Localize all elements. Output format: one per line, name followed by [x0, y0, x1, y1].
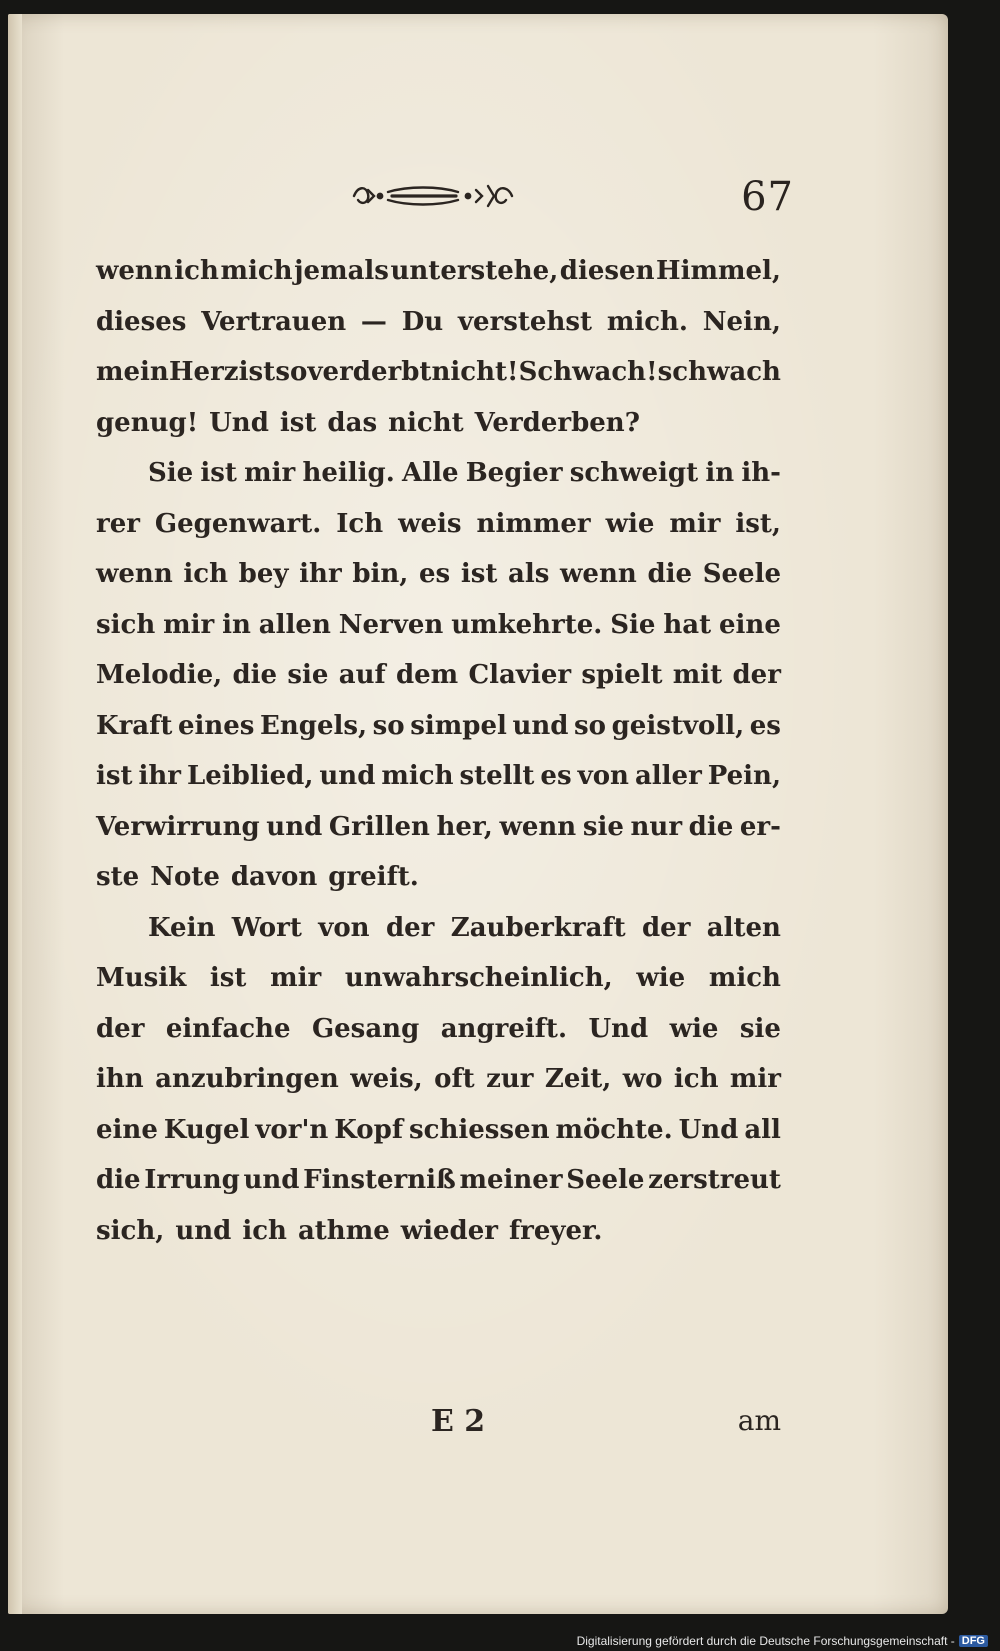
signature-mark: E 2: [431, 1404, 486, 1439]
word: und: [512, 710, 569, 741]
text-line: [96, 751, 781, 802]
word: verstehst: [457, 306, 593, 337]
text-line: [96, 448, 781, 499]
word: athme: [297, 1215, 390, 1246]
text-line: [96, 650, 781, 701]
word: meiner: [459, 1165, 563, 1195]
word: schiessen: [408, 1114, 550, 1145]
word: der: [385, 912, 435, 943]
word: ich: [183, 559, 229, 589]
word: anzubringen: [155, 1064, 339, 1094]
word: nur: [630, 811, 683, 842]
text-line: [96, 1004, 781, 1055]
word: es: [749, 710, 781, 741]
word: und: [243, 1165, 300, 1195]
text-line: [96, 1105, 781, 1156]
text-line: [96, 499, 781, 550]
word: und: [319, 761, 376, 791]
word: er-: [739, 811, 781, 842]
word: mir: [729, 1064, 781, 1094]
word: wieder: [400, 1215, 498, 1246]
text-line: [96, 1155, 781, 1206]
word: wenn: [560, 559, 637, 589]
word: nicht: [388, 407, 464, 438]
word: —: [360, 306, 387, 337]
word: jemals: [294, 256, 389, 286]
word: spielt: [581, 660, 663, 690]
page-footer: [96, 1404, 781, 1454]
word: sie: [582, 811, 624, 842]
word: der: [732, 660, 781, 690]
word: Pein,: [707, 761, 781, 791]
word: ist: [209, 963, 247, 993]
word: und: [266, 811, 323, 842]
word: Engels,: [260, 710, 368, 741]
printer-ornament-icon: [348, 178, 518, 214]
word: heilig.: [302, 458, 395, 488]
text-line: [96, 398, 781, 449]
word: schwach: [657, 357, 781, 387]
word: möchte.: [555, 1114, 673, 1145]
word: Kopf: [334, 1114, 404, 1145]
word: ste: [96, 862, 140, 892]
credit-text: Digitalisierung gefördert durch die Deutsche Forschungsgemeinschaft -: [576, 1634, 955, 1648]
word: Himmel,: [656, 256, 781, 286]
word: Leiblied,: [186, 761, 314, 791]
word: wo: [622, 1064, 663, 1094]
word: so: [574, 710, 607, 741]
word: mich.: [606, 306, 688, 337]
word: Nerven: [338, 609, 444, 640]
word: hat: [663, 609, 712, 640]
word: Du: [401, 306, 444, 337]
word: mit: [672, 660, 723, 690]
word: ist: [96, 761, 133, 791]
word: stellt: [459, 761, 535, 791]
word: ihr: [138, 761, 181, 791]
word: die: [232, 660, 278, 690]
text-line: [96, 701, 781, 752]
word: auf: [338, 660, 386, 690]
word: mir: [270, 963, 322, 993]
word: als: [508, 559, 550, 589]
word: Kraft: [96, 710, 173, 741]
word: verderbt: [307, 357, 432, 387]
word: dieses: [96, 306, 187, 337]
word: ih-: [741, 458, 781, 488]
word: ihr: [299, 559, 342, 589]
word: allen: [258, 609, 331, 640]
word: bin,: [352, 559, 409, 589]
word: Note: [150, 862, 220, 892]
word: mich: [708, 963, 781, 993]
page-gutter: [8, 14, 22, 1614]
word: ich: [174, 256, 219, 286]
word: wie: [669, 1013, 719, 1044]
word: mir: [163, 609, 215, 640]
text-line: [96, 852, 781, 903]
paper-page: [8, 14, 948, 1614]
word: oft: [434, 1064, 475, 1094]
text-line: [96, 246, 781, 297]
word: ich: [242, 1215, 287, 1246]
word: Gegenwart.: [154, 508, 322, 539]
dfg-logo-icon: DFG: [959, 1635, 988, 1647]
text-line: [96, 903, 781, 954]
word: Sie: [148, 458, 194, 488]
word: Finsterniß: [303, 1165, 456, 1195]
word: der: [96, 1013, 145, 1044]
word: ist: [460, 559, 498, 589]
word: so: [275, 357, 308, 387]
word: Verwirrung: [96, 811, 260, 842]
word: in: [222, 609, 251, 640]
page-header: [88, 174, 794, 224]
word: Zeit,: [544, 1064, 612, 1094]
word: Herz: [168, 357, 239, 387]
word: das: [327, 407, 378, 438]
page-number: 67: [741, 174, 794, 220]
word: Musik: [96, 963, 187, 993]
word: wie: [605, 508, 655, 539]
word: mir: [244, 458, 296, 488]
word: Clavier: [468, 660, 572, 690]
word: freyer.: [508, 1215, 603, 1246]
word: in: [705, 458, 735, 488]
word: unterstehe,: [390, 256, 559, 286]
word: Vertrauen: [201, 306, 347, 337]
word: genug!: [96, 407, 199, 438]
word: Wort: [231, 912, 302, 943]
word: weis: [398, 508, 462, 539]
word: sich,: [96, 1215, 165, 1246]
word: und: [175, 1215, 232, 1246]
word: Ich: [336, 508, 384, 539]
word: Seele: [566, 1165, 645, 1195]
text-line: [96, 953, 781, 1004]
word: mich: [220, 256, 293, 286]
word: die: [647, 559, 693, 589]
word: angreift.: [440, 1013, 567, 1044]
word: Verderben?: [474, 407, 640, 438]
word: rer: [96, 508, 140, 539]
text-line: [96, 1054, 781, 1105]
word: aller: [634, 761, 702, 791]
text-line: [96, 347, 781, 398]
word: sie: [739, 1013, 781, 1044]
word: bey: [238, 559, 289, 589]
word: zerstreut: [648, 1165, 781, 1195]
word: ist: [200, 458, 237, 488]
word: ist,: [735, 508, 781, 539]
word: die: [96, 1165, 141, 1195]
word: Seele: [702, 559, 781, 589]
word: ist: [238, 357, 276, 387]
word: Melodie,: [96, 660, 223, 690]
word: sich: [96, 609, 156, 640]
word: nimmer: [476, 508, 591, 539]
word: Und: [588, 1013, 649, 1044]
word: simpel: [410, 710, 507, 741]
word: Kein: [148, 912, 216, 943]
word: der: [641, 912, 691, 943]
word: her,: [436, 811, 493, 842]
word: Zauberkraft: [450, 912, 626, 943]
word: umkehrte.: [451, 609, 603, 640]
word: eine: [719, 609, 781, 640]
word: sie: [287, 660, 329, 690]
word: ihn: [96, 1064, 144, 1094]
word: davon: [230, 862, 318, 892]
word: von: [318, 912, 370, 943]
word: mir: [669, 508, 721, 539]
word: vor'n: [255, 1114, 329, 1145]
word: Irrung: [144, 1165, 240, 1195]
word: es: [418, 559, 451, 589]
text-line: [96, 600, 781, 651]
word: Grillen: [328, 811, 430, 842]
word: Und: [209, 407, 269, 438]
word: die: [688, 811, 734, 842]
word: geistvoll,: [611, 710, 745, 741]
word: mich: [381, 761, 454, 791]
word: von: [577, 761, 629, 791]
word: ist: [279, 407, 317, 438]
word: Gesang: [311, 1013, 420, 1044]
word: weis,: [350, 1064, 423, 1094]
word: wenn: [96, 256, 173, 286]
word: einfache: [165, 1013, 291, 1044]
word: Alle: [402, 458, 459, 488]
word: ich: [673, 1064, 719, 1094]
word: Sie: [610, 609, 656, 640]
word: greift.: [328, 862, 419, 892]
word: wenn: [499, 811, 577, 842]
word: eine: [96, 1114, 158, 1145]
body-text: [96, 246, 781, 1256]
word: eines: [177, 710, 255, 741]
word: diesen: [559, 256, 655, 286]
word: Begier: [465, 458, 563, 488]
word: Nein,: [702, 306, 781, 337]
word: all: [744, 1114, 781, 1145]
word: Schwach!: [518, 357, 658, 387]
text-line: [96, 1206, 781, 1257]
text-line: [96, 297, 781, 348]
word: unwahrscheinlich,: [344, 963, 613, 993]
digitization-credit: [577, 1634, 988, 1648]
word: nicht!: [431, 357, 519, 387]
word: schweigt: [569, 458, 699, 488]
word: mein: [96, 357, 169, 387]
word: Und: [678, 1114, 739, 1145]
word: dem: [395, 660, 459, 690]
text-line: [96, 549, 781, 600]
word: alten: [706, 912, 781, 943]
word: wie: [636, 963, 686, 993]
word: wenn: [96, 559, 173, 589]
word: zur: [486, 1064, 534, 1094]
word: Kugel: [163, 1114, 250, 1145]
word: so: [372, 710, 405, 741]
word: es: [540, 761, 572, 791]
catchword: am: [737, 1404, 781, 1437]
text-line: [96, 802, 781, 853]
